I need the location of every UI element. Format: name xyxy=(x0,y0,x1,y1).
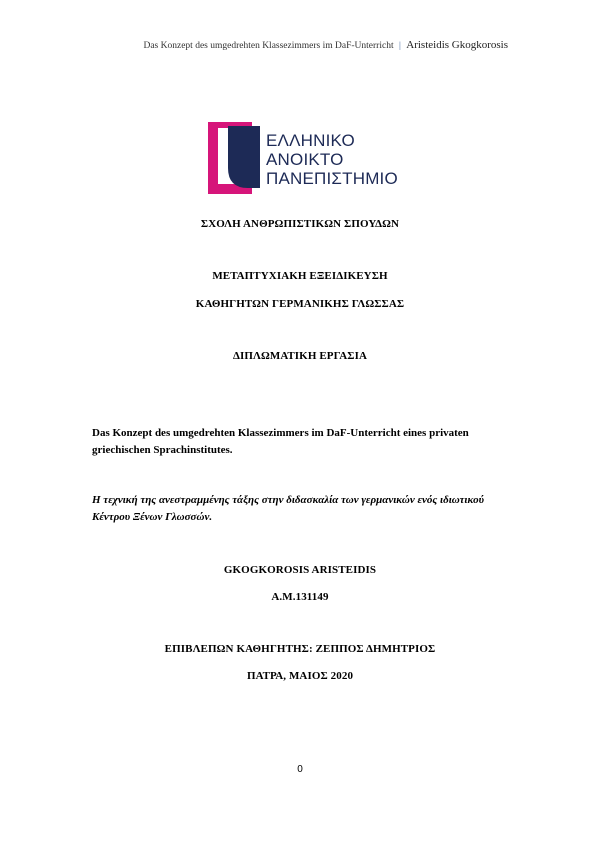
logo-line-3: ΠΑΝΕΠΙΣΤΗΜΙΟ xyxy=(266,169,398,188)
page-number: 0 xyxy=(297,764,303,775)
logo-line-2: ΑΝΟΙΚΤΟ xyxy=(266,150,344,169)
student-id: Α.Μ.131149 xyxy=(271,591,329,603)
thesis-title-greek: Η τεχνική της ανεστραμμένης τάξης στην διδασκαλία των γερμανικών ενός ιδιωτικού Κέντρου Ξένων Γλωσσών. xyxy=(92,494,484,523)
thesis-title-german: Das Konzept des umgedrehten Klassezimmers im DaF-Unterricht eines privaten griechischen Sprachinstitutes. xyxy=(92,427,469,456)
program-line-2: ΚΑΘΗΓΗΤΩΝ ΓΕΡΜΑΝΙΚΗΣ ΓΛΩΣΣΑΣ xyxy=(195,298,405,310)
header-title: Das Konzept des umgedrehten Klassezimmers im DaF-Unterricht xyxy=(143,41,394,51)
logo-line-1: ΕΛΛΗΝΙΚΟ xyxy=(266,131,355,150)
place-date: ΠΑΤΡΑ, ΜΑΙΟΣ 2020 xyxy=(246,670,354,682)
university-logo xyxy=(208,122,408,198)
header-separator: | xyxy=(398,41,401,51)
program-line-1: ΜΕΤΑΠΤΥΧΙΑΚΗ ΕΞΕΙΔΙΚΕΥΣΗ xyxy=(212,270,388,282)
running-header xyxy=(143,39,508,51)
logo-mark-icon xyxy=(208,122,264,198)
author-name: GKOGKOROSIS ARISTEIDIS xyxy=(223,564,377,576)
header-author: Aristeidis Gkogkorosis xyxy=(406,39,508,51)
thesis-type: ΔΙΠΛΩΜΑΤΙΚΗ ΕΡΓΑΣΙΑ xyxy=(232,350,368,362)
supervisor: ΕΠΙΒΛΕΠΩΝ ΚΑΘΗΓΗΤΗΣ: ΖΕΠΠΟΣ ΔΗΜΗΤΡΙΟΣ xyxy=(164,643,436,655)
school-name: ΣΧΟΛΗ ΑΝΘΡΩΠΙΣΤΙΚΩΝ ΣΠΟΥΔΩΝ xyxy=(200,218,400,230)
logo-text xyxy=(266,131,398,188)
